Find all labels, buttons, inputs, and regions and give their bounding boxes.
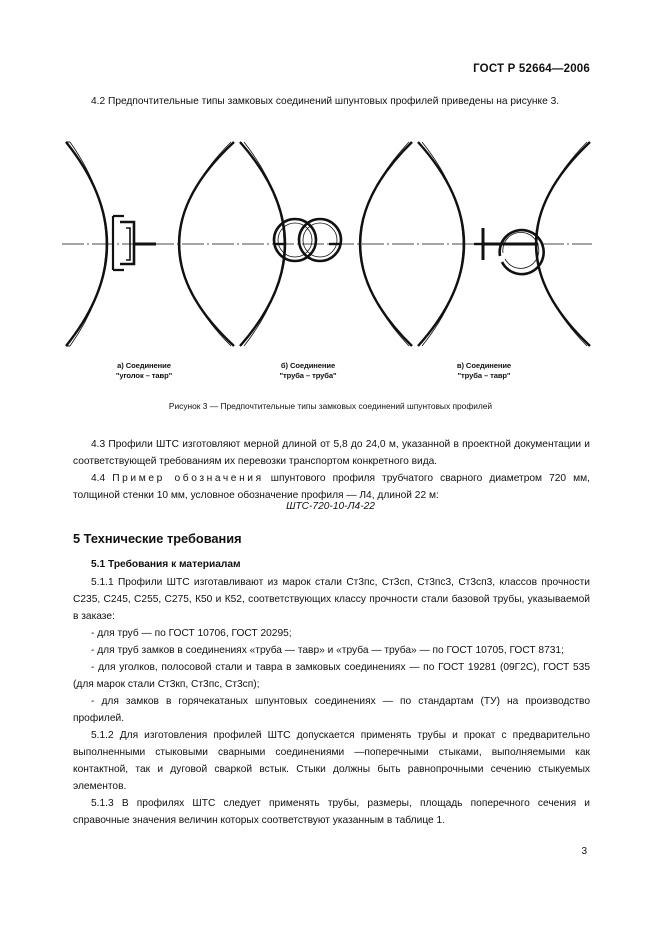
standard-header: ГОСТ Р 52664—2006 [473,63,590,75]
list-item-lock-pipes: - для труб замков в соединениях «труба — тавр» и «труба — труба» — по ГОСТ 10705, ГОСТ 8731; [91,645,564,656]
page-number: 3 [581,846,587,857]
list-item-angles: - для уголков, полосовой стали и тавра в замковых соединениях — по ГОСТ 19281 (09Г2С), ГОСТ 535 (для марок стали Ст3кп, Ст3пс, Ст3сп); [73,662,590,690]
paragraph-5-1-3: 5.1.3 В профилях ШТС следует применять трубы, размеры, площадь поперечного сечения и справочные значения величин которых соответствуют указанным в таблице 1. [73,798,590,826]
joint-b-pipe-pipe [240,142,412,346]
caption-c-line1: в) Соединение [456,361,512,370]
caption-b-line1: б) Соединение [280,361,336,370]
caption-a-line2: "уголок – тавр" [115,371,173,380]
paragraph-4-4-number: 4.4 [91,473,113,484]
paragraph-5-1-1: 5.1.1 Профили ШТС изготавливают из марок стали Ст3пс, Ст3сп, Ст3пс3, Ст3сп3, классов прочности С235, С245, С255, С275, К50 и К52, соответствующих классу прочности стали базовой трубы, указываемой в заказе: [73,577,590,622]
caption-b-line2: "труба – труба" [279,371,337,380]
caption-a [92,361,196,381]
list-item-hot-rolled: - для замков в горячекатаных шпунтовых соединениях — по стандартам (ТУ) на производство профилей. [73,696,590,724]
caption-b [256,361,360,381]
paragraph-4-3: 4.3 Профили ШТС изготовляют мерной длиной от 5,8 до 24,0 м, указанной в проектной документации и соответствующей требованиям их перевозки транспортом конкретного вида. [73,439,590,467]
paragraph-5-1-2: 5.1.2 Для изготовления профилей ШТС допускается применять трубы и прокат с предварительно выполненными стыковыми сварными соединениями —поперечными стыками, выполняемыми как контактной, так и дуговой сваркой встык. Стыки должны быть равнопрочными сечению стыкуемых элементов. [73,730,590,792]
list-item-pipes: - для труб — по ГОСТ 10706, ГОСТ 20295; [91,628,292,639]
paragraph-4-4-rest: шпунтового профиля трубчатого сварного диаметром 720 мм, толщиной стенки 10 мм, условное обозначение профиля — Л4, длиной 22 м: [73,473,590,501]
profile-designation: ШТС-720-10-Л4-22 [286,501,375,512]
section-5-1-body [73,574,590,829]
figure-lock-joints [62,136,592,354]
paragraph-4-4-spaced: Пример обозначения [112,473,264,484]
section-5-title: 5 Технические требования [73,531,242,546]
paragraph-4-4 [73,470,590,504]
caption-c-line2: "труба – тавр" [457,371,511,380]
figure-title: Рисунок 3 — Предпочтительные типы замковых соединений шпунтовых профилей [168,401,493,411]
caption-a-line1: а) Соединение [117,361,171,370]
subsection-5-1-title: 5.1 Требования к материалам [91,559,241,570]
caption-c [432,361,536,381]
paragraph-4-2: 4.2 Предпочтительные типы замковых соединений шпунтовых профилей приведены на рисунке 3. [91,96,560,107]
